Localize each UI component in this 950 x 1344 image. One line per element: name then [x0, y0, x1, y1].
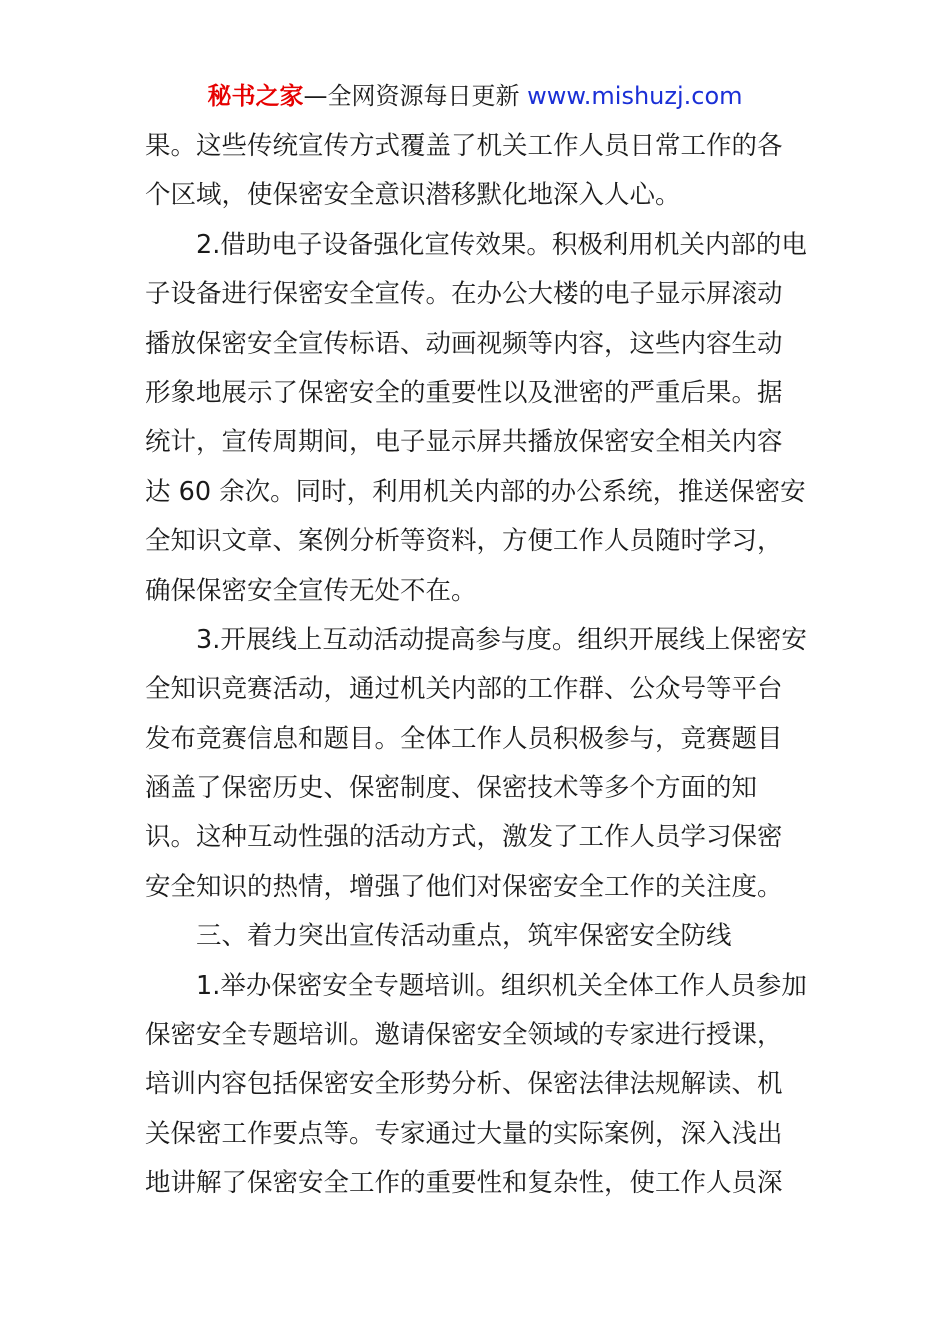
text-line: 果。这些传统宣传方式覆盖了机关工作人员日常工作的各	[145, 131, 783, 161]
header-tagline: —全网资源每日更新	[303, 82, 520, 110]
text-line: 统计，宣传周期间，电子显示屏共播放保密安全相关内容	[145, 427, 783, 458]
document-body	[145, 122, 809, 1209]
text-line: 地讲解了保密安全工作的重要性和复杂性，使工作人员深	[145, 1168, 783, 1199]
text-line: 个区域，使保密安全意识潜移默化地深入人心。	[145, 180, 681, 211]
section-item-heading: 1.举办保密安全专题培训。组织机关全体工作人员参加	[196, 970, 807, 1001]
text-line: 确保保密安全宣传无处不在。	[145, 575, 477, 606]
text-line: 子设备进行保密安全宣传。在办公大楼的电子显示屏滚动	[145, 279, 783, 310]
text-line: 涵盖了保密历史、保密制度、保密技术等多个方面的知	[145, 773, 758, 804]
text-line: 形象地展示了保密安全的重要性以及泄密的严重后果。据	[145, 377, 783, 408]
text-line: 全知识文章、案例分析等资料，方便工作人员随时学习，	[145, 526, 783, 557]
text-line: 播放保密安全宣传标语、动画视频等内容，这些内容生动	[145, 328, 783, 359]
section-item-heading: 2.借助电子设备强化宣传效果。积极利用机关内部的电	[196, 229, 807, 260]
text-line: 达 60 余次。同时，利用机关内部的办公系统，推送保密安	[145, 476, 806, 507]
brand-name: 秘书之家	[207, 82, 304, 110]
text-line: 全知识竞赛活动，通过机关内部的工作群、公众号等平台	[145, 674, 783, 705]
site-url-link[interactable]: www.mishuzj.com	[527, 82, 743, 110]
section-heading: 三、着力突出宣传活动重点，筑牢保密安全防线	[196, 921, 732, 952]
site-header	[0, 80, 950, 112]
text-line: 安全知识的热情，增强了他们对保密安全工作的关注度。	[145, 871, 783, 902]
section-item-heading: 3.开展线上互动活动提高参与度。组织开展线上保密安	[196, 624, 807, 655]
text-line: 识。这种互动性强的活动方式，激发了工作人员学习保密	[145, 822, 783, 853]
text-line: 保密安全专题培训。邀请保密安全领域的专家进行授课，	[145, 1020, 783, 1051]
text-line: 关保密工作要点等。专家通过大量的实际案例，深入浅出	[145, 1118, 783, 1149]
text-line: 发布竞赛信息和题目。全体工作人员积极参与，竞赛题目	[145, 723, 783, 754]
text-line: 培训内容包括保密安全形势分析、保密法律法规解读、机	[145, 1069, 783, 1100]
